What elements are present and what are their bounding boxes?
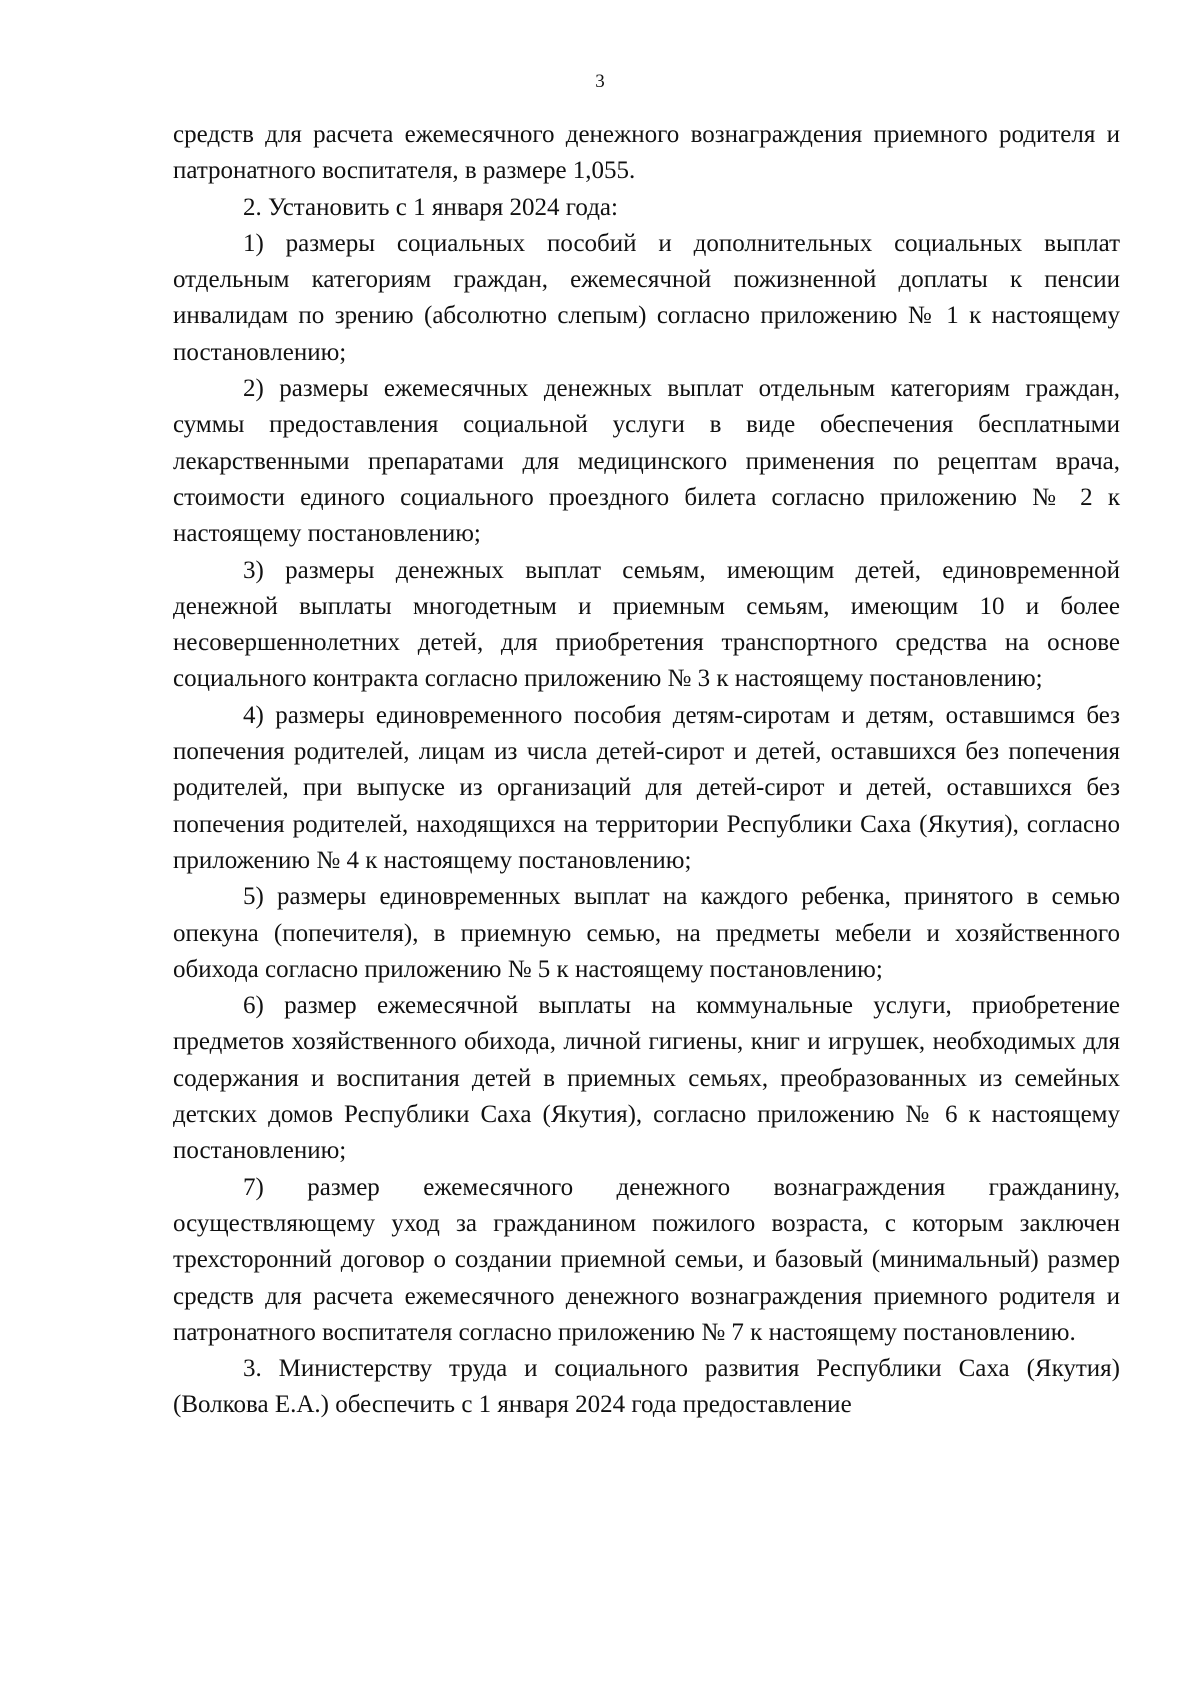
paragraph-item-2: 2) размеры ежемесячных денежных выплат отдельным категориям граждан, суммы предоставления социальной услуги в виде обеспечения бесплатными лекарственными препаратами для медицинского применения по рецептам врача, стоимости единого социального проездного билета согласно приложению № 2 к настоящему постановлению; xyxy=(173,375,1120,548)
paragraph-clause-2: 2. Установить с 1 января 2024 года: xyxy=(243,193,618,221)
paragraph-item-3: 3) размеры денежных выплат семьям, имеющим детей, единовременной денежной выплаты многодетным и приемным семьям, имеющим 10 и более несовершеннолетних детей, для приобретения транспортного средства на основе социального контракта согласно приложению № 3 к настоящему постановлению; xyxy=(173,556,1120,693)
page-number: 3 xyxy=(595,71,605,92)
paragraph-item-4: 4) размеры единовременного пособия детям-сиротам и детям, оставшимся без попечения родителей, лицам из числа детей-сирот и детей, оставшихся без попечения родителей, при выпуске из организаций для детей-сирот и детей, оставшихся без попечения родителей, находящихся на территории Республики Саха (Якутия), согласно приложению № 4 к настоящему постановлению; xyxy=(173,701,1120,874)
paragraph-item-5: 5) размеры единовременных выплат на каждого ребенка, принятого в семью опекуна (попечителя), в приемную семью, на предметы мебели и хозяйственного обихода согласно приложению № 5 к настоящему постановлению; xyxy=(173,883,1120,983)
paragraph-item-1: 1) размеры социальных пособий и дополнительных социальных выплат отдельным категориям граждан, ежемесячной пожизненной доплаты к пенсии инвалидам по зрению (абсолютно слепым) согласно приложению № 1 к настоящему постановлению; xyxy=(173,229,1120,366)
paragraph-item-6: 6) размер ежемесячной выплаты на коммунальные услуги, приобретение предметов хозяйственного обихода, личной гигиены, книг и игрушек, необходимых для содержания и воспитания детей в приемных семьях, преобразованных из семейных детских домов Республики Саха (Якутия), согласно приложению № 6 к настоящему постановлению; xyxy=(173,992,1120,1165)
paragraph-clause-3: 3. Министерству труда и социального развития Республики Саха (Якутия) (Волкова Е.А.) обеспечить с 1 января 2024 года предоставление xyxy=(173,1355,1120,1419)
document-body xyxy=(173,117,1120,1424)
paragraph-item-7: 7) размер ежемесячного денежного вознаграждения гражданину, осуществляющему уход за гражданином пожилого возраста, с которым заключен трехсторонний договор о создании приемной семьи, и базовый (минимальный) размер средств для расчета ежемесячного денежного вознаграждения приемного родителя и патронатного воспитателя согласно приложению № 7 к настоящему постановлению. xyxy=(173,1173,1120,1346)
paragraph-continuation: средств для расчета ежемесячного денежного вознаграждения приемного родителя и патронатного воспитателя, в размере 1,055. xyxy=(173,121,1120,185)
